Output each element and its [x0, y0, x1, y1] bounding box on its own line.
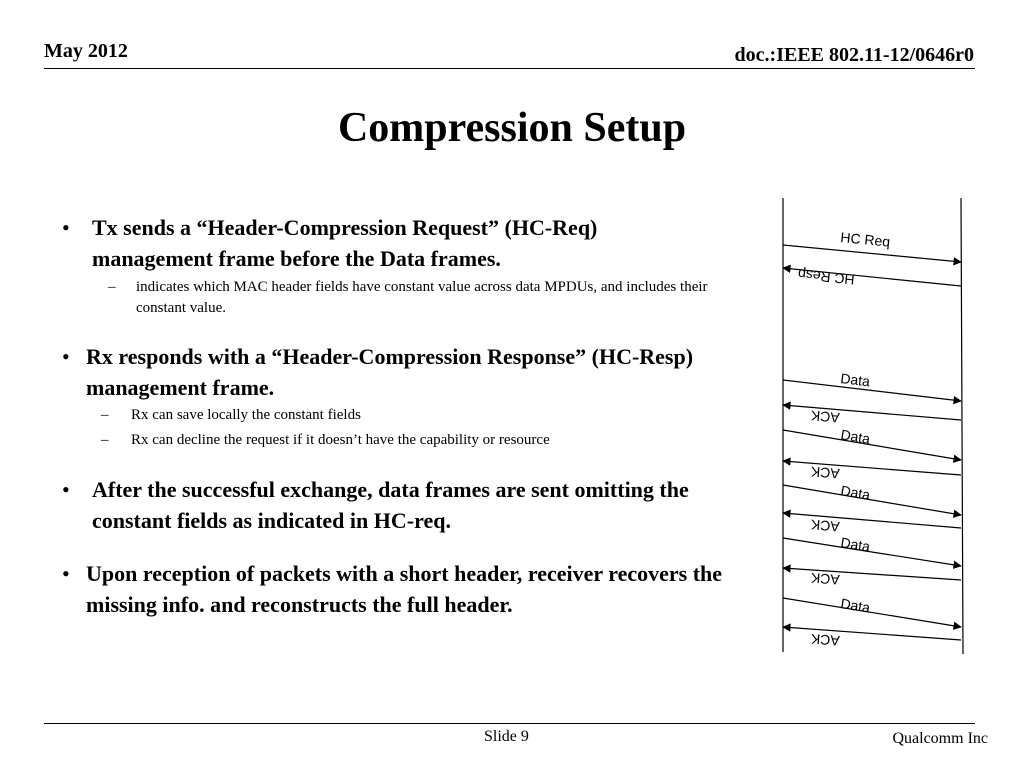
message-arrow: [783, 430, 961, 460]
message-label: HC Resp: [797, 266, 856, 288]
header-doc-id: doc.:IEEE 802.11-12/0646r0: [734, 44, 974, 66]
bullet-3: [62, 474, 762, 536]
bullet-marker: •: [62, 561, 70, 586]
message-arrow: [783, 461, 961, 475]
message-label: HC Req: [839, 229, 891, 250]
bullet-2: [62, 341, 746, 403]
message-label: Data: [839, 482, 872, 503]
bullet-marker: •: [62, 344, 70, 369]
sub-bullet-text: Rx can save locally the constant fields: [131, 407, 361, 423]
message-arrow: [783, 568, 961, 580]
sub-bullet-text: Rx can decline the request if it doesn’t have the capability or resource: [131, 432, 550, 448]
slide-number: Slide 9: [484, 728, 529, 745]
sequence-diagram: [760, 190, 980, 660]
bullet-text: After the successful exchange, data frames are sent omitting the constant fields as indicated in HC-req.: [92, 477, 689, 533]
sub-bullet-2-2: [101, 430, 751, 451]
message-label: ACK: [810, 516, 841, 535]
message-arrow: [783, 598, 961, 627]
sub-bullet-2-1: [101, 405, 751, 426]
message-label: ACK: [810, 570, 841, 588]
slide-title: Compression Setup: [337, 105, 687, 151]
bullet-text: Tx sends a “Header-Compression Request” (HC-Req) management frame before the Data frames.: [92, 215, 598, 271]
footer-divider: [44, 723, 975, 724]
company-name: Qualcomm Inc: [892, 730, 988, 747]
bullet-text: Rx responds with a “Header-Compression Response” (HC-Resp) management frame.: [86, 344, 694, 400]
sub-bullet-text: indicates which MAC header fields have constant value across data MPDUs, and includes their constant value.: [136, 279, 708, 316]
message-label: ACK: [810, 463, 841, 482]
sub-bullet-1-1: [108, 277, 761, 319]
bullet-marker: •: [62, 477, 70, 502]
sub-bullet-marker: –: [101, 432, 109, 448]
message-arrow: [783, 538, 961, 566]
message-arrow: [783, 380, 961, 401]
bullet-4: [62, 558, 746, 620]
message-label: Data: [839, 595, 872, 616]
message-arrow: [783, 405, 961, 420]
header-divider: [44, 68, 975, 69]
message-label: ACK: [810, 630, 841, 649]
message-arrow: [783, 627, 961, 640]
bullet-1: [62, 212, 712, 274]
bullet-text: Upon reception of packets with a short header, receiver recovers the missing info. and reconstructs the full header.: [86, 561, 723, 617]
sub-bullet-marker: –: [101, 407, 109, 423]
rx-lifeline: [961, 198, 963, 654]
header-date: May 2012: [44, 40, 128, 62]
message-label: Data: [839, 534, 872, 555]
message-label: ACK: [810, 407, 841, 426]
sub-bullet-marker: –: [108, 279, 116, 295]
message-arrow: [783, 513, 961, 528]
message-arrow: [783, 485, 961, 515]
message-label: Data: [839, 426, 872, 447]
message-label: Data: [839, 370, 871, 390]
bullet-marker: •: [62, 215, 70, 240]
